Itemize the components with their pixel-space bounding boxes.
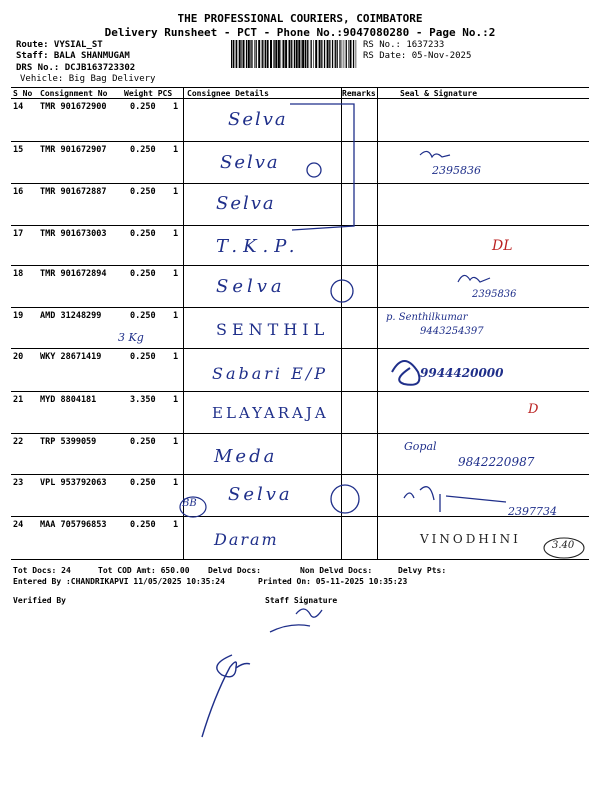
drs-number-field: DRS No.: DCJB163723302	[16, 63, 136, 73]
scribble-stroke	[392, 361, 419, 385]
sno-cell: 17	[13, 229, 24, 239]
time-note-handwriting: 3.40	[552, 540, 575, 551]
document-subtitle: Delivery Runsheet - PCT - Phone No.:9047080280 - Page No.:2	[104, 26, 496, 39]
consignment-cell: VPL 953792063	[40, 478, 107, 488]
consignment-cell: TMR 901672887	[40, 187, 107, 197]
bb-mark-handwriting: BB	[182, 498, 197, 509]
sno-cell: 22	[13, 437, 24, 447]
consignment-cell: MAA 705796853	[40, 520, 107, 530]
pcs-cell: 1	[173, 269, 179, 279]
sno-cell: 15	[13, 145, 24, 155]
sno-cell: 21	[13, 395, 24, 405]
signature-stroke	[202, 655, 250, 737]
consignment-cell: TMR 901673003	[40, 229, 107, 239]
route-field: Route: VYSIAL_ST	[16, 40, 103, 50]
scribble-stroke	[404, 487, 506, 512]
seal-handwriting: 2397734	[508, 505, 557, 518]
weight-cell: 3.350	[130, 395, 156, 405]
printed-on: Printed On: 05-11-2025 10:35:23	[258, 577, 408, 586]
consignee-handwriting: Daram	[214, 530, 279, 549]
circle-mark	[544, 538, 584, 558]
sno-cell: 18	[13, 269, 24, 279]
sno-cell: 24	[13, 520, 24, 530]
pcs-cell: 1	[173, 229, 179, 239]
pcs-cell: 1	[173, 395, 179, 405]
scribble-stroke	[458, 275, 490, 282]
delivery-points: Delvy Pts:	[398, 566, 447, 575]
pcs-cell: 1	[173, 520, 179, 530]
column-header-remarks: Remarks	[342, 89, 376, 98]
consignment-cell: TMR 901672894	[40, 269, 107, 279]
seal-handwriting: VINODHINI	[420, 532, 521, 546]
weight-cell: 0.250	[130, 437, 156, 447]
consignee-handwriting: ELAYARAJA	[212, 404, 329, 422]
column-header-consignment: Consignment No	[40, 89, 108, 98]
bracket-stroke	[290, 104, 354, 230]
weight-cell: 0.250	[130, 102, 156, 112]
pcs-cell: 1	[173, 145, 179, 155]
column-header-seal: Seal & Signature	[400, 89, 478, 98]
weight-cell: 0.250	[130, 269, 156, 279]
consignment-cell: TRP 5399059	[40, 437, 97, 447]
entered-by: Entered By :CHANDRIKAPVI 11/05/2025 10:35:24	[13, 577, 225, 586]
consignment-cell: AMD 31248299	[40, 311, 102, 321]
document-title: THE PROFESSIONAL COURIERS, COIMBATORE	[177, 12, 423, 25]
consignee-handwriting: Selva	[228, 484, 293, 505]
weight-cell: 0.250	[130, 229, 156, 239]
pcs-cell: 1	[173, 187, 179, 197]
remark-handwriting: DL	[492, 238, 513, 254]
non-delivered-docs: Non Delvd Docs:	[300, 566, 373, 575]
weight-cell: 0.250	[130, 478, 156, 488]
seal-handwriting: 2395836	[472, 289, 517, 300]
total-docs: Tot Docs: 24	[13, 566, 71, 575]
vehicle-field: Vehicle: Big Bag Delivery	[20, 74, 156, 84]
delivered-docs: Delvd Docs:	[208, 566, 261, 575]
seal-handwriting: 9842220987	[458, 455, 535, 469]
consignee-handwriting: Selva	[216, 276, 286, 297]
consignee-handwriting: SENTHIL	[216, 320, 330, 339]
weight-cell: 0.250	[130, 145, 156, 155]
seal-handwriting: D	[528, 402, 539, 417]
rs-date-field: RS Date: 05-Nov-2025	[363, 51, 472, 61]
seal-handwriting: 2395836	[432, 164, 481, 177]
consignment-cell: TMR 901672900	[40, 102, 107, 112]
column-header-sno: S No	[13, 89, 33, 98]
circle-mark	[307, 163, 321, 177]
weight-cell: 0.250	[130, 187, 156, 197]
consignment-cell: TMR 901672907	[40, 145, 107, 155]
consignee-handwriting: Selva	[228, 109, 288, 130]
weight-cell: 0.250	[130, 311, 156, 321]
sno-cell: 19	[13, 311, 24, 321]
scribble-stroke	[420, 151, 450, 157]
seal-handwriting: 9944420000	[420, 366, 504, 380]
signature-stroke	[270, 609, 322, 632]
sno-cell: 23	[13, 478, 24, 488]
consignment-cell: MYD 8804181	[40, 395, 97, 405]
consignee-handwriting: Selva	[220, 152, 280, 173]
pcs-cell: 1	[173, 352, 179, 362]
staff-signature-label: Staff Signature	[265, 596, 338, 605]
circle-mark	[180, 497, 206, 517]
consignee-handwriting: Meda	[214, 446, 278, 467]
seal-handwriting: 9443254397	[420, 326, 484, 337]
column-header-consignee: Consignee Details	[187, 89, 269, 98]
consignee-handwriting: Selva	[216, 193, 276, 214]
verified-by-label: Verified By	[13, 596, 66, 605]
seal-name-handwriting: p. Senthilkumar	[386, 312, 468, 323]
consignee-handwriting: Sabari E/P	[212, 364, 328, 383]
consignee-handwriting: T.K.P.	[216, 236, 301, 257]
pcs-cell: 1	[173, 478, 179, 488]
sno-cell: 14	[13, 102, 24, 112]
total-cod-amount: Tot COD Amt: 650.00	[98, 566, 190, 575]
sno-cell: 16	[13, 187, 24, 197]
pcs-cell: 1	[173, 437, 179, 447]
weight-note-handwriting: 3 Kg	[118, 331, 144, 344]
sno-cell: 20	[13, 352, 24, 362]
pcs-cell: 1	[173, 102, 179, 112]
seal-initial-handwriting: Gopal	[404, 440, 437, 453]
weight-cell: 0.250	[130, 520, 156, 530]
column-header-weight-pcs: Weight PCS	[124, 89, 173, 98]
weight-cell: 0.250	[130, 352, 156, 362]
circle-mark	[331, 485, 359, 513]
consignment-cell: WKY 28671419	[40, 352, 102, 362]
pcs-cell: 1	[173, 311, 179, 321]
rs-number-field: RS No.: 1637233	[363, 40, 445, 50]
staff-field: Staff: BALA SHANMUGAM	[16, 51, 130, 61]
circle-mark	[331, 280, 353, 302]
